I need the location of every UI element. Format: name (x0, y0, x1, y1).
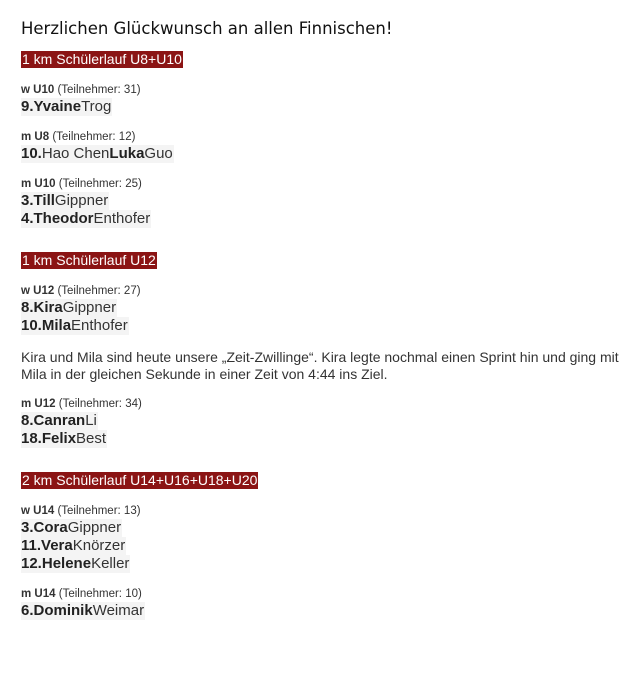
last-name: Keller (91, 555, 130, 572)
participant-count: (Teilnehmer: 10) (58, 588, 142, 600)
category-heading (21, 130, 621, 145)
last-name: Enthofer (71, 317, 128, 334)
result-entry (21, 145, 174, 163)
result-entry (21, 317, 129, 335)
category-heading (21, 397, 621, 412)
result-entry (21, 299, 117, 317)
result-entry (21, 98, 112, 116)
category-group (21, 504, 621, 573)
first-name: Canran (33, 412, 86, 429)
category-heading (21, 504, 621, 519)
result-entry (21, 537, 126, 555)
result-entry (21, 602, 145, 620)
first-name: Luka (109, 145, 145, 162)
first-name: Felix (41, 430, 77, 447)
last-name: Weimar (92, 602, 145, 619)
participant-count: (Teilnehmer: 25) (58, 178, 142, 190)
category-name: m U10 (21, 178, 56, 190)
category-group (21, 130, 621, 163)
section-header: 1 km Schülerlauf U8+U10 (22, 51, 182, 67)
result-entry (21, 192, 109, 210)
first-name: Theodor (33, 210, 94, 227)
last-name: Enthofer (93, 210, 151, 227)
last-name: Gippner (67, 519, 122, 536)
section-u14-u20 (21, 472, 621, 620)
participant-count: (Teilnehmer: 12) (52, 131, 136, 143)
rank: 8. (21, 299, 34, 316)
first-name: Mila (41, 317, 72, 334)
result-entry (21, 210, 151, 228)
rank: 10. (21, 317, 42, 334)
category-name: m U8 (21, 131, 50, 143)
participant-count: (Teilnehmer: 13) (57, 505, 141, 517)
section-header: 1 km Schülerlauf U12 (22, 252, 156, 268)
section-u8-u10 (21, 51, 621, 228)
category-name: w U14 (21, 505, 55, 517)
category-heading (21, 587, 621, 602)
result-entry (21, 430, 107, 448)
category-group (21, 397, 621, 448)
category-heading (21, 83, 621, 98)
section-header: 2 km Schülerlauf U14+U16+U18+U20 (22, 472, 258, 488)
rank: 18. (21, 430, 42, 447)
section-u12 (21, 252, 621, 448)
rank: 9. (21, 98, 34, 115)
first-name: Dominik (33, 602, 93, 619)
given-names: Hao Chen (41, 145, 110, 162)
category-group (21, 177, 621, 228)
last-name: Li (85, 412, 97, 429)
rank: 8. (21, 412, 34, 429)
participant-count: (Teilnehmer: 27) (57, 285, 141, 297)
result-entry (21, 519, 122, 537)
category-name: m U12 (21, 398, 56, 410)
page-title: Herzlichen Glückwunsch an allen Finnischen! (21, 19, 393, 38)
last-name: Guo (144, 145, 173, 162)
last-name: Gippner (54, 192, 109, 209)
category-heading (21, 284, 621, 299)
first-name: Kira (33, 299, 63, 316)
rank: 11. (21, 537, 42, 554)
results-document (21, 18, 621, 620)
rank: 10. (21, 145, 42, 162)
category-heading (21, 177, 621, 192)
category-name: w U12 (21, 285, 55, 297)
rank: 3. (21, 192, 34, 209)
first-name: Yvaine (33, 98, 82, 115)
rank: 3. (21, 519, 34, 536)
participant-count: (Teilnehmer: 34) (58, 398, 142, 410)
rank: 4. (21, 210, 34, 227)
rank: 6. (21, 602, 34, 619)
result-entry (21, 555, 130, 573)
last-name: Knörzer (72, 537, 126, 554)
last-name: Gippner (62, 299, 117, 316)
result-entry (21, 412, 98, 430)
category-group (21, 587, 621, 620)
category-group (21, 284, 621, 335)
first-name: Helene (41, 555, 92, 572)
participant-count: (Teilnehmer: 31) (57, 84, 141, 96)
first-name: Till (33, 192, 55, 209)
last-name: Trog (81, 98, 112, 115)
last-name: Best (76, 430, 107, 447)
category-name: w U10 (21, 84, 55, 96)
first-name: Vera (41, 537, 73, 554)
note-paragraph: Kira und Mila sind heute unsere „Zeit-Zwillinge“. Kira legte nochmal einen Sprint hin und ging mit Mila in der gleichen Sekunde in einer Zeit von 4:44 ins Ziel. (21, 349, 619, 382)
first-name: Cora (33, 519, 68, 536)
category-name: m U14 (21, 588, 56, 600)
rank: 12. (21, 555, 42, 572)
category-group (21, 83, 621, 116)
